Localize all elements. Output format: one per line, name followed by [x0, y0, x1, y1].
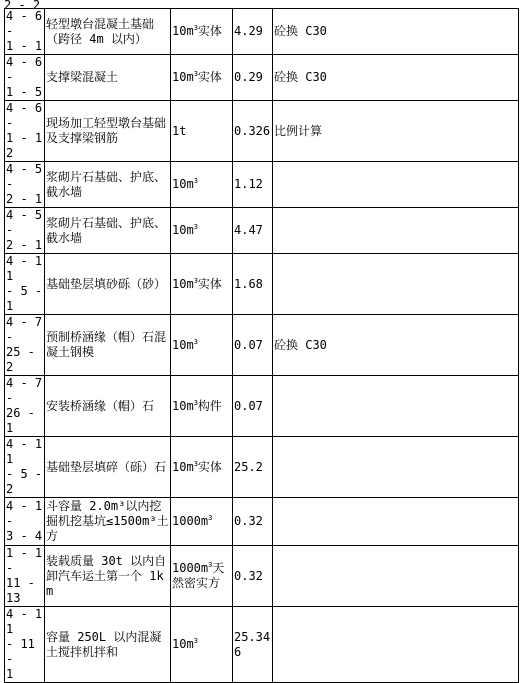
quota-code-cell: 4 - 11 - 5 - 2: [5, 437, 45, 498]
table-row: [5, 162, 519, 208]
quantity-cell: 1.68: [233, 254, 273, 315]
quantity-cell: 4.47: [233, 208, 273, 254]
note-cell: [273, 162, 519, 208]
item-name-cell: 安装桥涵缘（帽）石: [45, 376, 171, 437]
table-row: [5, 546, 519, 607]
quota-code-cell: 4 - 7 - 25 - 2: [5, 315, 45, 376]
quota-table: [4, 8, 519, 683]
note-cell: [273, 546, 519, 607]
unit-base: 10m: [172, 276, 194, 291]
quota-code-cell: 4 - 5 - 2 - 1: [5, 162, 45, 208]
unit-base: 10m: [172, 177, 194, 191]
note-cell: 比例计算: [273, 101, 519, 162]
item-name-cell: 浆砌片石基础、护底、截水墙: [45, 162, 171, 208]
table-row: [5, 607, 519, 683]
note-cell: [273, 498, 519, 546]
unit-cell: [171, 498, 233, 546]
note-cell: [273, 376, 519, 437]
quota-code-cell: 1 - 1 - 11 - 13: [5, 546, 45, 607]
unit-superscript: 3: [193, 70, 198, 78]
unit-superscript: 3: [208, 561, 213, 569]
note-cell: [273, 254, 519, 315]
unit-cell: [171, 101, 233, 162]
item-name-cell: 浆砌片石基础、护底、截水墙: [45, 208, 171, 254]
table-row: [5, 208, 519, 254]
note-cell: 砼换 C30: [273, 55, 519, 101]
quota-code-cell: 4 - 6 - 1 - 1: [5, 9, 45, 55]
unit-cell: [171, 315, 233, 376]
unit-cell: [171, 9, 233, 55]
unit-suffix: 构件: [197, 398, 222, 413]
quantity-cell: 0.07: [233, 315, 273, 376]
quantity-cell: 0.07: [233, 376, 273, 437]
unit-base: 1000m: [172, 514, 209, 528]
quantity-cell: 0.32: [233, 498, 273, 546]
unit-cell: [171, 162, 233, 208]
quota-code-cell: 4 - 11 - 11 - 1: [5, 607, 45, 683]
quantity-cell: 0.32: [233, 546, 273, 607]
unit-cell: [171, 546, 233, 607]
unit-base: 1000m: [172, 561, 209, 575]
quota-code-cell: 4 - 5 - 2 - 1: [5, 208, 45, 254]
top-row-fragment: 2 - 2: [4, 0, 41, 10]
unit-superscript: 3: [193, 276, 198, 285]
unit-superscript: 3: [193, 398, 198, 407]
quota-code-cell: 4 - 6 - 1 - 5: [5, 55, 45, 101]
unit-superscript: 3: [208, 514, 213, 522]
table-row: [5, 9, 519, 55]
quantity-cell: 1.12: [233, 162, 273, 208]
unit-superscript: 3: [193, 337, 198, 346]
unit-suffix: 实体: [197, 459, 222, 474]
unit-superscript: 3: [193, 24, 198, 32]
quantity-cell: 4.29: [233, 9, 273, 55]
unit-base: 1t: [172, 123, 187, 138]
unit-suffix: 实体: [197, 70, 222, 84]
quantity-cell: 25.2: [233, 437, 273, 498]
table-row: [5, 376, 519, 437]
unit-superscript: 3: [193, 459, 198, 468]
table-row: [5, 315, 519, 376]
table-row: [5, 55, 519, 101]
unit-base: 10m: [172, 637, 194, 651]
unit-base: 10m: [172, 398, 194, 413]
unit-base: 10m: [172, 70, 194, 84]
unit-superscript: 3: [193, 223, 198, 231]
unit-cell: [171, 254, 233, 315]
unit-suffix: 实体: [197, 276, 222, 291]
quota-code-cell: 4 - 7 - 26 - 1: [5, 376, 45, 437]
unit-suffix: 天然密实方: [172, 561, 225, 590]
unit-base: 10m: [172, 459, 194, 474]
note-cell: 砼换 C30: [273, 9, 519, 55]
note-cell: [273, 607, 519, 683]
item-name-cell: 轻型墩台混凝土基础（跨径 4m 以内）: [45, 9, 171, 55]
item-name-cell: 基础垫层填砂砾（砂）: [45, 254, 171, 315]
unit-cell: [171, 607, 233, 683]
quantity-cell: 0.326: [233, 101, 273, 162]
quantity-cell: 0.29: [233, 55, 273, 101]
unit-superscript: 3: [193, 637, 198, 645]
item-name-cell: 装载质量 30t 以内自卸汽车运土第一个 1km: [45, 546, 171, 607]
unit-base: 10m: [172, 337, 194, 352]
unit-cell: [171, 437, 233, 498]
item-name-cell: 支撑梁混凝土: [45, 55, 171, 101]
table-row: [5, 437, 519, 498]
unit-base: 10m: [172, 24, 194, 38]
quota-code-cell: 4 - 6 - 1 - 12: [5, 101, 45, 162]
quota-code-cell: 4 - 1 - 3 - 4: [5, 498, 45, 546]
table-row: [5, 254, 519, 315]
table-row: [5, 101, 519, 162]
quota-code-cell: 4 - 11 - 5 - 1: [5, 254, 45, 315]
table-row: [5, 498, 519, 546]
unit-cell: [171, 208, 233, 254]
unit-cell: [171, 376, 233, 437]
item-name-cell: 斗容量 2.0m³以内挖掘机挖基坑≤1500m³土方: [45, 498, 171, 546]
unit-cell: [171, 55, 233, 101]
note-cell: [273, 208, 519, 254]
item-name-cell: 预制桥涵缘（帽）石混凝土钢模: [45, 315, 171, 376]
item-name-cell: 现场加工轻型墩台基础及支撑梁钢筋: [45, 101, 171, 162]
quota-table-body: [5, 9, 519, 683]
unit-superscript: 3: [193, 177, 198, 185]
quantity-cell: 25.346: [233, 607, 273, 683]
unit-base: 10m: [172, 223, 194, 237]
note-cell: [273, 437, 519, 498]
note-cell: 砼换 C30: [273, 315, 519, 376]
item-name-cell: 基础垫层填碎（砾）石: [45, 437, 171, 498]
unit-suffix: 实体: [197, 24, 222, 38]
item-name-cell: 容量 250L 以内混凝土搅拌机拌和: [45, 607, 171, 683]
